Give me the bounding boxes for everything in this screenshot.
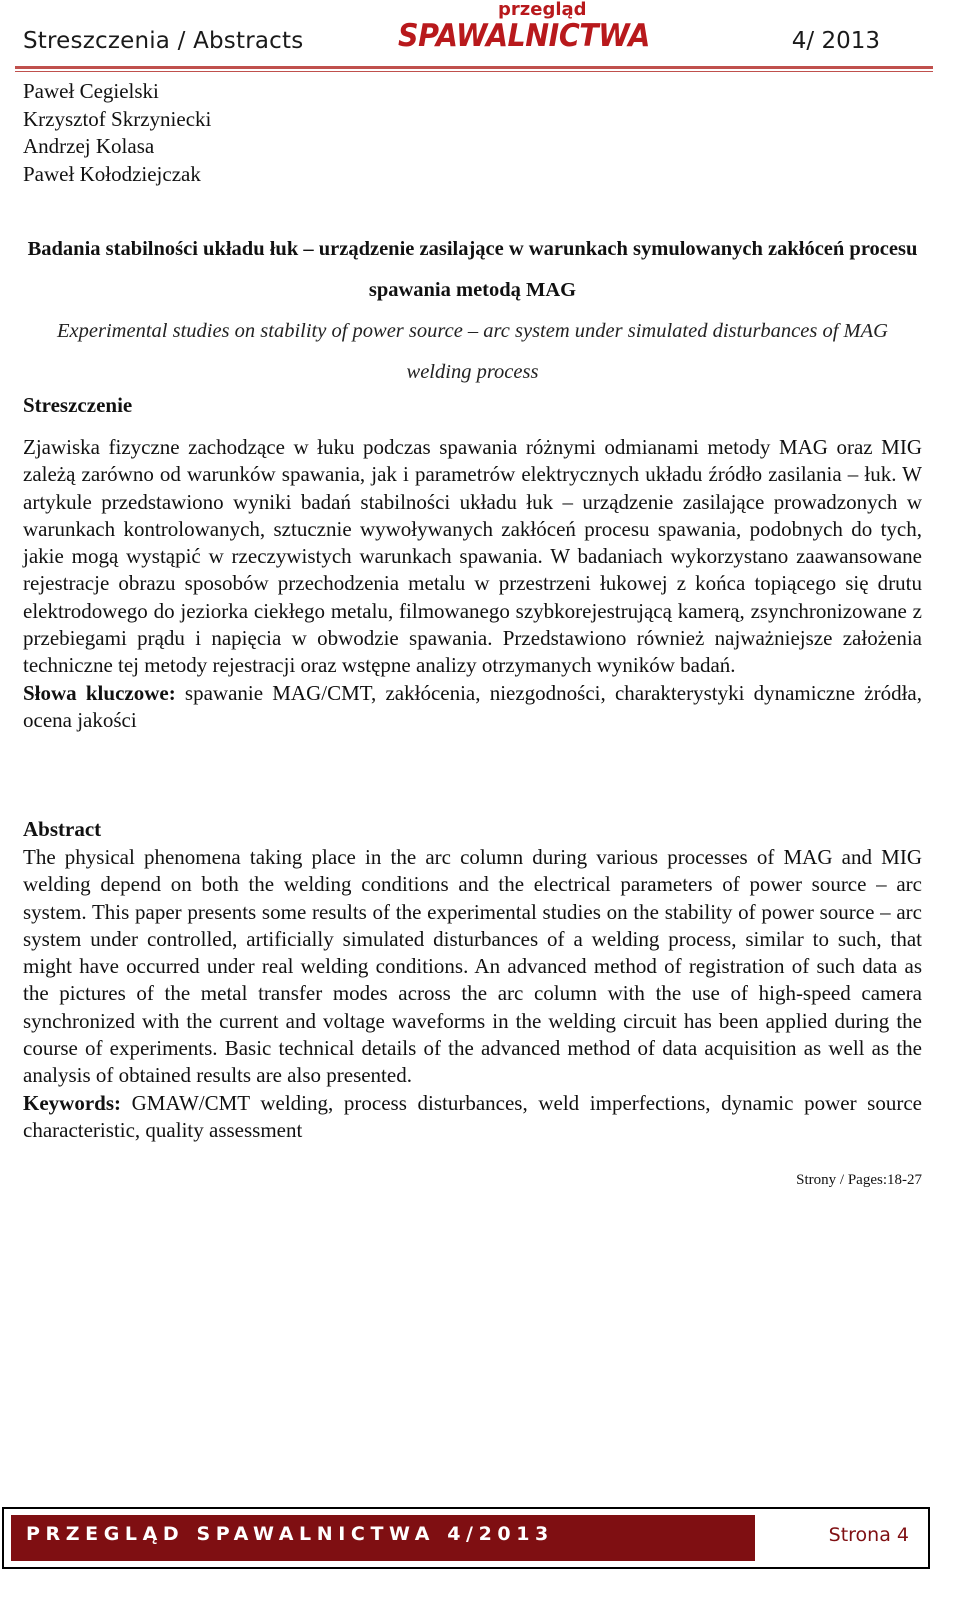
keywords-pl: spawanie MAG/CMT, zakłócenia, niezgodności, charakterystyki dynamiczne żródła, ocena jakości [23, 680, 922, 732]
author: Krzysztof Skrzyniecki [23, 106, 212, 131]
streszczenie-heading: Streszczenie [23, 393, 133, 417]
footer-bar [2, 1507, 930, 1569]
footer-page-box [751, 1515, 921, 1561]
author: Andrzej Kolasa [23, 134, 155, 158]
streszczenie-text: Zjawiska fizyczne zachodzące w łuku podczas spawania różnymi odmianami metody MAG oraz MIG zależą zarówno od warunków spawania, jak i parametrów elektrycznych układu źródło zasilania – łuk. W artykule przedstawiono wyniki badań stabilności układu łuk – urządzenie zasilające prowadzonych w warunkach kontrolowanych, sztucznie wywoływanych zakłóceń procesu spawania, podobnych do tych, jakie mogą wystąpić w rzeczywistych warunkach spawania. W badaniach wykorzystano zaawansowane rejestracje obrazu sposobów przechodzenia metalu w przestrzeni łukowej z końca topiącego się drutu elektrodowego do jeziorka ciekłego metalu, filmowanego szybkorejestrującą kamerą, zsynchronizowane z przebiegami prądu i napięcia w obwodzie spawania. Przedstawiono również najważniejsze założenia techniczne tej metody rejestracji oraz wstępne analizy otrzymanych wyników badań. [23, 435, 922, 678]
abstract-body [23, 844, 922, 1144]
keywords-pl-label: Słowa kluczowe: [23, 680, 176, 705]
footer-band [11, 1515, 921, 1561]
abstract-heading: Abstract [23, 817, 102, 841]
abstract-text: The physical phenomena taking place in the arc column during various processes of MAG and MIG welding depend on both the welding conditions and the electrical parameters of power source – arc system. This paper presents some results of the experimental studies on the stability of power source – arc system under controlled, artificially simulated disturbances of a welding process, similar to such, that might have occurred under real welding conditions. An advanced method of registration of such data as the pictures of the metal transfer modes across the arc column with the use of high-speed camera synchronized with the current and voltage waveforms in the welding circuit has been applied during the course of experiments. Basic technical details of the advanced method of data acquisition as well as the analysis of obtained results are also presented. [23, 845, 922, 1088]
issue-number: 4/ 2013 [791, 28, 880, 54]
authors-list [23, 78, 211, 188]
header-rule-thin [15, 71, 933, 72]
keywords-en: GMAW/CMT welding, process disturbances, weld imperfections, dynamic power source characteristic, quality assessment [23, 1090, 922, 1142]
title-english: Experimental studies on stability of power source – arc system under simulated disturbances of MAG welding process [57, 320, 888, 383]
title-polish: Badania stabilności układu łuk – urządzenie zasilające w warunkach symulowanych zakłóceń procesu spawania metodą MAG [27, 238, 918, 301]
page-range: Strony / Pages:18-27 [796, 1172, 922, 1188]
author: Paweł Cegielski [23, 79, 159, 103]
header-section-label: Streszczenia / Abstracts [23, 28, 304, 54]
footer-journal-title: PRZEGLĄD SPAWALNICTWA 4/2013 [26, 1523, 554, 1545]
logo-title: SPAWALNICTWA [398, 18, 650, 54]
header-rule [15, 66, 933, 69]
journal-logo [398, 0, 650, 58]
footer-page-number: Strona 4 [828, 1524, 909, 1546]
logo-subtitle: przegląd [498, 0, 587, 20]
streszczenie-body [23, 434, 922, 734]
author: Paweł Kołodziejczak [23, 161, 201, 186]
keywords-en-label: Keywords: [23, 1090, 121, 1115]
